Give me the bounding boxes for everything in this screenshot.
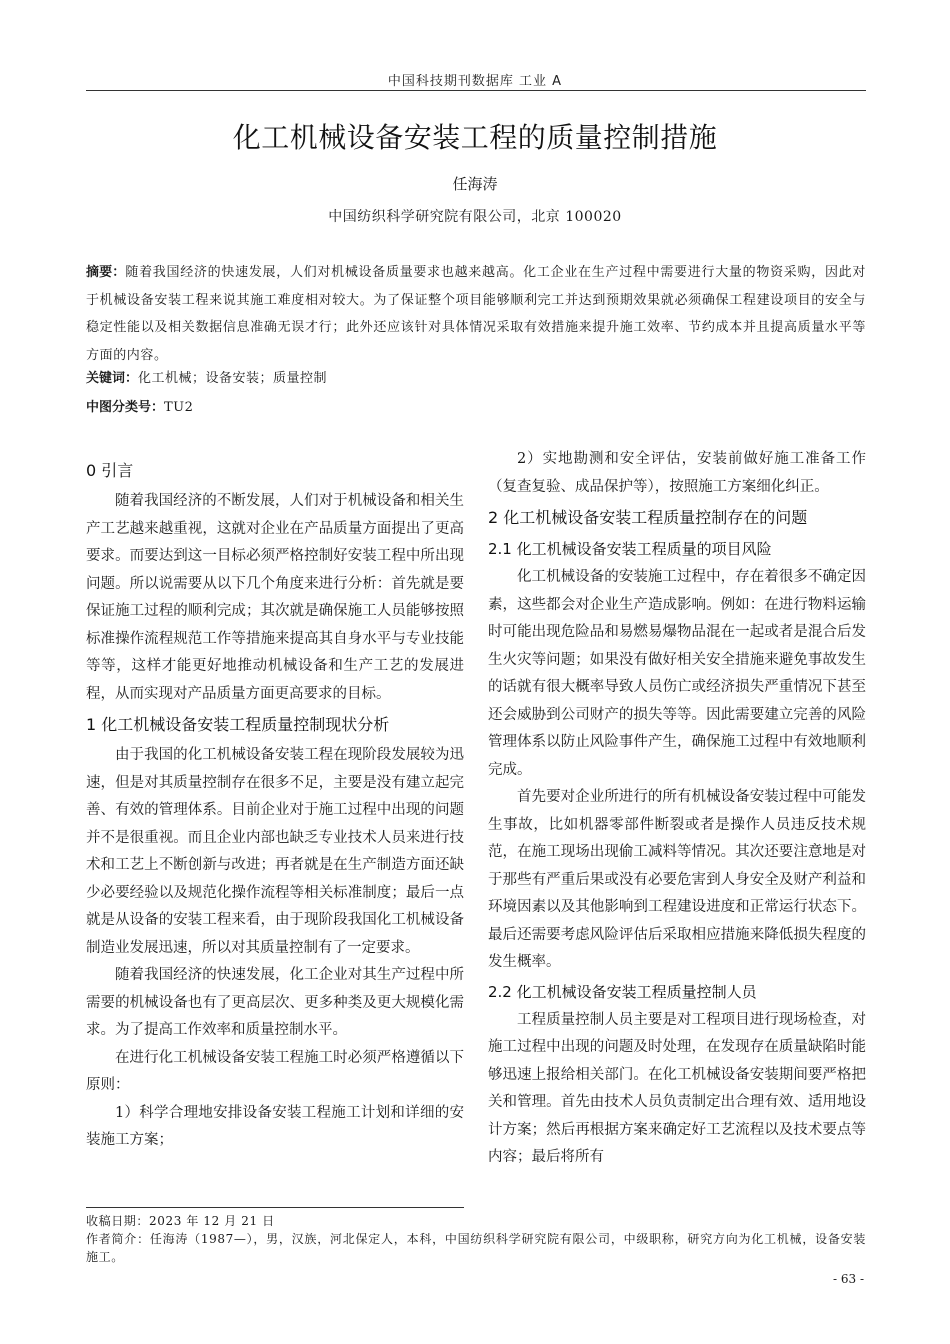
footnote-divider	[86, 1207, 464, 1208]
section-1-paragraph-2: 随着我国经济的快速发展，化工企业对其生产过程中所需要的机械设备也有了更高层次、更多种类及更大规模化需求。为了提高工作效率和质量控制水平。	[86, 967, 464, 1038]
section-2-1-heading: 2.1 化工机械设备安装工程质量的项目风险	[488, 540, 772, 558]
section-0-heading: 0 引言	[86, 461, 134, 480]
section-2-2-paragraph-1: 工程质量控制人员主要是对工程项目进行现场检查，对施工过程中出现的问题及时处理，在发现存在质量缺陷时能够迅速上报给相关部门。在化工机械设备安装期间要严格把关和管理。首先由技术人员负责制定出合理有效、适用地设计方案；然后再根据方案来确定好工艺流程以及技术要点等内容；最后将所有	[488, 1011, 866, 1165]
page-number: - 63 -	[832, 1272, 864, 1286]
author-bio: 作者简介：任海涛（1987—），男，汉族，河北保定人，本科，中国纺织科学研究院有限公司，中级职称，研究方向为化工机械，设备安装施工。	[86, 1232, 866, 1264]
received-date: 收稿日期：2023 年 12 月 21 日	[86, 1214, 275, 1228]
keywords-label: 关键词：	[86, 371, 139, 386]
section-2-1-paragraph-1: 化工机械设备的安装施工过程中，存在着很多不确定因素，这些都会对企业生产造成影响。例如：在进行物料运输时可能出现危险品和易燃易爆物品混在一起或者是混合后发生火灾等问题；如果没有做好相关安全措施来避免事故发生的话就有很大概率导致人员伤亡或经济损失严重情况下甚至还会威胁到公司财产的损失等等。因此需要建立完善的风险管理体系以防止风险事件产生，确保施工过程中有效地顺利完成。	[488, 569, 866, 778]
author-name: 任海涛	[452, 175, 498, 193]
classification	[86, 396, 866, 415]
section-1-heading: 1 化工机械设备安装工程质量控制现状分析	[86, 715, 390, 734]
paper-title: 化工机械设备安装工程的质量控制措施	[232, 121, 718, 154]
classification-text: TU2	[164, 400, 194, 415]
section-2-2-heading: 2.2 化工机械设备安装工程质量控制人员	[488, 982, 757, 1001]
section-2-heading: 2 化工机械设备安装工程质量控制存在的问题	[488, 508, 808, 527]
section-0-paragraph: 随着我国经济的不断发展，人们对于机械设备和相关生产工艺越来越重视，这就对企业在产品质量方面提出了更高要求。而要达到这一目标必须严格控制好安装工程中所出现问题。所以说需要从以下几个角度来进行分析：首先就是要保证施工过程的顺利完成；其次就是确保施工人员能够按照标准操作流程规范工作等措施来提高其自身水平与专业技能等等，这样才能更好地推动机械设备和生产工艺的发展进程，从而实现对产品质量方面更高要求的目标。	[86, 493, 464, 702]
section-1-list-item-2: 2）实地勘测和安全评估，安装前做好施工准备工作（复查复验、成品保护等），按照施工方案细化纠正。	[488, 451, 866, 495]
author-affiliation: 中国纺织科学研究院有限公司，北京 100020	[328, 209, 622, 225]
header-divider	[86, 90, 866, 91]
section-1-paragraph-3: 在进行化工机械设备安装工程施工时必须严格遵循以下原则：	[86, 1049, 464, 1093]
footnote	[86, 1212, 866, 1266]
section-1-paragraph-1: 由于我国的化工机械设备安装工程在现阶段发展较为迅速，但是对其质量控制存在很多不足，主要是没有建立起完善、有效的管理体系。目前企业对于施工过程中出现的问题并不是很重视。而且企业内部也缺乏专业技术人员来进行技术和工艺上不断创新与改进；再者就是在生产制造方面还缺少必要经验以及规范化操作流程等相关标准制度；最后一点就是从设备的安装工程来看，由于现阶段我国化工机械设备制造业发展迅速，所以对其质量控制有了一定要求。	[86, 747, 464, 956]
left-column	[86, 454, 464, 1155]
section-1-list-item-1: 1）科学合理地安排设备安装工程施工计划和详细的安装施工方案；	[86, 1104, 464, 1148]
section-2-1-paragraph-2: 首先要对企业所进行的所有机械设备安装过程中可能发生事故，比如机器零部件断裂或者是操作人员违反技术规范，在施工现场出现偷工减料等情况。其次还要注意地是对于那些有严重后果或没有必要危害到人身安全及财产利益和环境因素以及其他影响到工程建设进度和正常运行状态下。最后还需要考虑风险评估后采取相应措施来降低损失程度的发生概率。	[488, 789, 866, 970]
keywords-text: 化工机械；设备安装；质量控制	[138, 371, 328, 386]
abstract-label: 摘要：	[86, 265, 126, 280]
abstract-text: 随着我国经济的快速发展，人们对机械设备质量要求也越来越高。化工企业在生产过程中需要进行大量的物资采购，因此对于机械设备安装工程来说其施工难度相对较大。为了保证整个项目能够顺利完工并达到预期效果就必须确保工程建设项目的安全与稳定性能以及相关数据信息准确无误才行；此外还应该针对具体情况采取有效措施来提升施工效率、节约成本并且提高质量水平等方面的内容。	[86, 265, 866, 363]
right-column	[488, 446, 866, 1172]
keywords	[86, 367, 866, 386]
journal-header: 中国科技期刊数据库 工业 A	[387, 74, 563, 89]
abstract	[86, 259, 866, 369]
classification-label: 中图分类号：	[86, 400, 165, 415]
